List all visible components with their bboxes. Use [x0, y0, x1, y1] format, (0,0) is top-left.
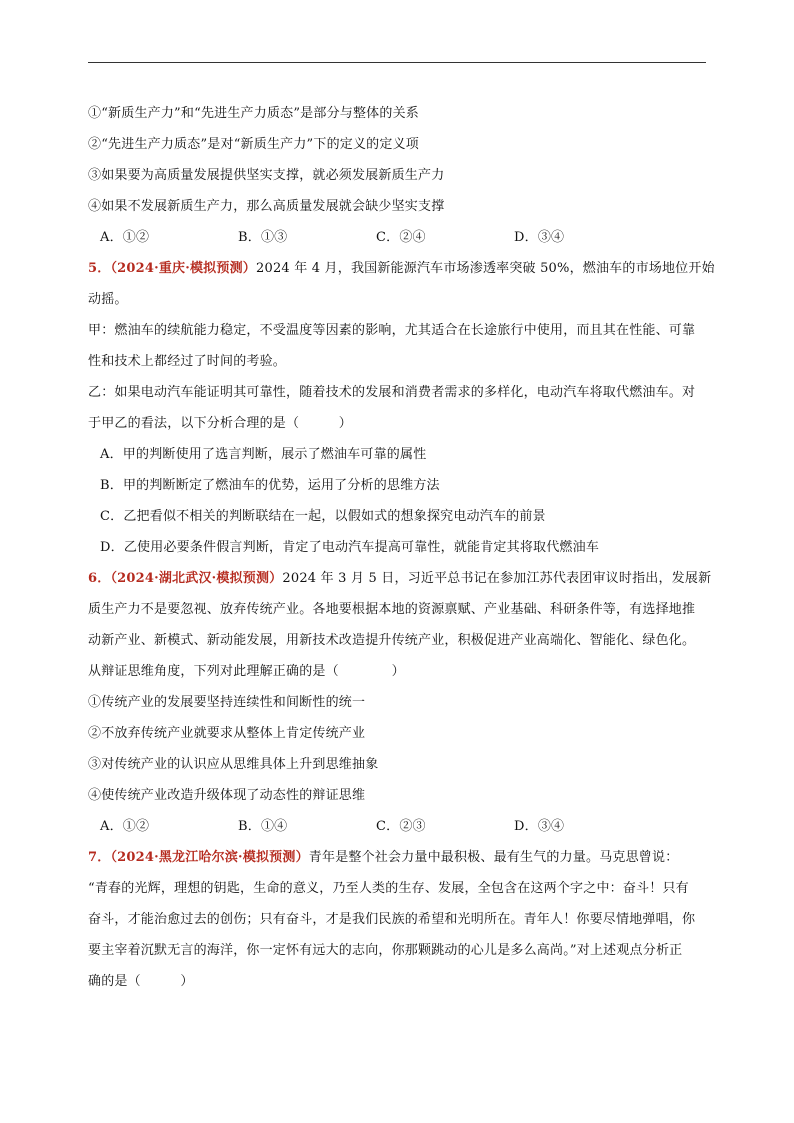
q4-statement-2: ②“先进生产力质态”是对“新质生产力”下的定义的定义项: [88, 137, 419, 152]
q5-option-d: D．乙使用必要条件假言判断，肯定了电动汽车提高可靠性，就能肯定其将取代燃油车: [100, 540, 600, 555]
q6-statement-3: ③对传统产业的认识应从思维具体上升到思维抽象: [88, 757, 379, 772]
q6-choice-c: C．②③: [376, 819, 426, 834]
q6-stem-3: 动新产业、新模式、新动能发展，用新技术改造提升传统产业，积极促进产业高端化、智能化、绿色化。: [88, 633, 696, 648]
q7-stem-2: “青春的光辉，理想的钥匙，生命的意义，乃至人类的生存、发展，全包含在这两个字之中：奋斗！只有: [88, 881, 689, 896]
q4-choice-c: C．②④: [376, 230, 426, 245]
header-rule: [88, 62, 706, 63]
q5-stem: [88, 253, 715, 284]
q6-stem-4: 从辩证思维角度，下列对此理解正确的是（ ）: [88, 664, 405, 679]
question-4-statements: [88, 98, 708, 222]
q6-statement-1: ①传统产业的发展要坚持连续性和间断性的统一: [88, 695, 366, 710]
q7-stem-4: 要主宰着沉默无言的海洋，你一定怀有远大的志向，你那颗跳动的心儿是多么高尚。”对上述观点分析正: [88, 943, 683, 958]
q7-number: 7．: [88, 850, 111, 865]
q4-choice-b: B．①③: [238, 230, 288, 245]
q7-stem: [88, 842, 708, 873]
q4-statement-1: ①“新质生产力”和“先进生产力质态”是部分与整体的关系: [88, 106, 419, 121]
q6-choice-d: D．③④: [514, 819, 565, 834]
q5-option-a: A．甲的判断使用了选言判断，展示了燃油车可靠的属性: [100, 447, 427, 462]
q4-statement-3: ③如果要为高质量发展提供坚实支撑，就必须发展新质生产力: [88, 168, 445, 183]
q5-jia-2: 性和技术上都经过了时间的考验。: [88, 354, 287, 369]
q5-option-b: B．甲的判断断定了燃油车的优势，运用了分析的思维方法: [100, 478, 440, 493]
q5-jia-1: 甲：燃油车的续航能力稳定，不受温度等因素的影响，尤其适合在长途旅行中使用，而且其在性能、可靠: [88, 323, 696, 338]
q6-source: （2024·湖北武汉·模拟预测）: [110, 571, 283, 586]
q6-number: 6．: [88, 571, 111, 586]
q5-yi-1: 乙：如果电动汽车能证明其可靠性，随着技术的发展和消费者需求的多样化，电动汽车将取代燃油车。对: [88, 385, 696, 400]
q7-stem-text: 青年是整个社会力量中最积极、最有生气的力量。马克思曾说：: [308, 850, 679, 865]
q4-statement-4: ④如果不发展新质生产力，那么高质量发展就会缺少坚实支撑: [88, 199, 445, 214]
q6-choice-b: B．①④: [238, 819, 288, 834]
q4-choice-d: D．③④: [514, 230, 565, 245]
q5-stem-cont: 动摇。: [88, 292, 128, 307]
page-content: [88, 98, 715, 997]
q7-stem-5: 确的是（ ）: [88, 974, 194, 989]
q6-statement-4: ④使传统产业改造升级体现了动态性的辩证思维: [88, 788, 366, 803]
q6-stem-2: 质生产力不是要忽视、放弃传统产业。各地要根据本地的资源禀赋、产业基础、科研条件等，有选择地推: [88, 602, 696, 617]
q4-choices: [88, 222, 708, 253]
q5-number: 5．: [88, 261, 111, 276]
q5-option-c: C．乙把看似不相关的判断联结在一起，以假如式的想象探究电动汽车的前景: [100, 509, 546, 524]
q5-source: （2024·重庆·模拟预测）: [110, 261, 256, 276]
q5-yi-2: 于甲乙的看法，以下分析合理的是（ ）: [88, 416, 353, 431]
question-6-statements: [88, 687, 708, 811]
q6-stem: [88, 563, 712, 594]
q6-statement-2: ②不放弃传统产业就要求从整体上肯定传统产业: [88, 726, 366, 741]
q6-choice-a: A．①②: [100, 819, 150, 834]
q4-choice-a: A．①②: [100, 230, 150, 245]
q5-stem-text: 2024 年 4 月，我国新能源汽车市场渗透率突破 50%，燃油车的市场地位开始: [256, 261, 715, 276]
q6-stem-text: 2024 年 3 月 5 日，习近平总书记在参加江苏代表团审议时指出，发展新: [282, 571, 712, 586]
q7-source: （2024·黑龙江哈尔滨·模拟预测）: [110, 850, 309, 865]
q7-stem-3: 奋斗，才能治愈过去的创伤；只有奋斗，才是我们民族的希望和光明所在。青年人！你要尽情地弹唱，你: [88, 912, 696, 927]
q6-choices: [88, 811, 708, 842]
